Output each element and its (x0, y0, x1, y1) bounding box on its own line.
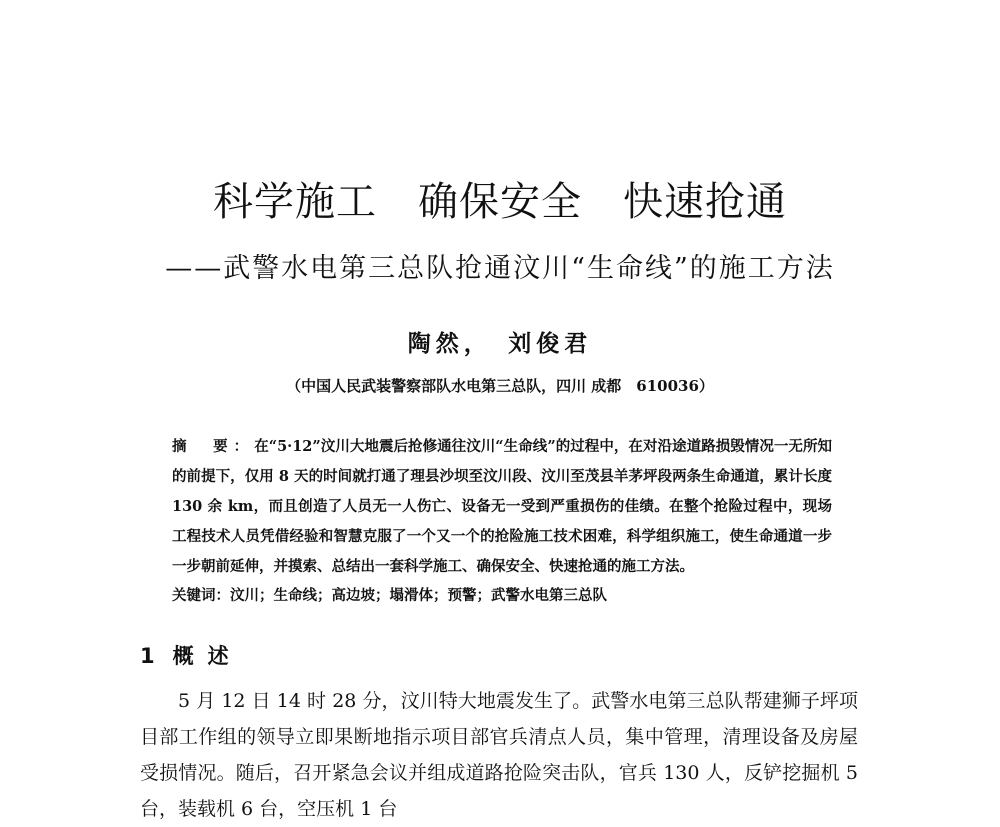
body-paragraph: 5 月 12 日 14 时 28 分，汶川特大地震发生了。武警水电第三总队帮建狮子坪项目部工作组的领导立即果断地指示项目部官兵清点人员，集中管理，清理设备及房屋受损情况。随后，召开紧急会议并组成道路抢险突击队，官兵 130 人，反铲挖掘机 5 台，装载机 6 台，空压机 1 台 (140, 690, 858, 820)
section-number: 1 (140, 644, 155, 668)
abstract-text: 在“5·12”汶川大地震后抢修通往汶川“生命线”的过程中，在对沿途道路损毁情况一无所知的前提下，仅用 8 天的时间就打通了理县沙坝至汶川段、汶川至茂县羊茅坪段两条生命通道，累计长度 130 余 km，而且创造了人员无一人伤亡、设备无一受到严重损伤的佳绩。在整个抢险过程中，现场工程技术人员凭借经验和智慧克服了一个又一个的抢险施工技术困难，科学组织施工，使生命通道一步一步朝前延伸，并摸索、总结出一套科学施工、确保安全、快速抢通的施工方法。 (172, 438, 832, 575)
paper-title: 科学施工 确保安全 快速抢通 (213, 179, 787, 225)
keywords-text: 汶川；生命线；高边坡；塌滑体；预警；武警水电第三总队 (230, 587, 607, 604)
paper-subtitle: ——武警水电第三总队抢通汶川“生命线”的施工方法 (165, 253, 835, 284)
author-list: 陶然， 刘俊君 (407, 330, 593, 357)
abstract (172, 432, 832, 582)
keywords-label: 关键词： (172, 587, 230, 604)
section-heading (140, 640, 243, 670)
section-title: 概述 (172, 644, 243, 668)
abstract-label: 摘 要： (172, 438, 255, 455)
keywords (172, 581, 832, 611)
affiliation: （中国人民武装警察部队水电第三总队，四川 成都 610036） (286, 377, 714, 395)
